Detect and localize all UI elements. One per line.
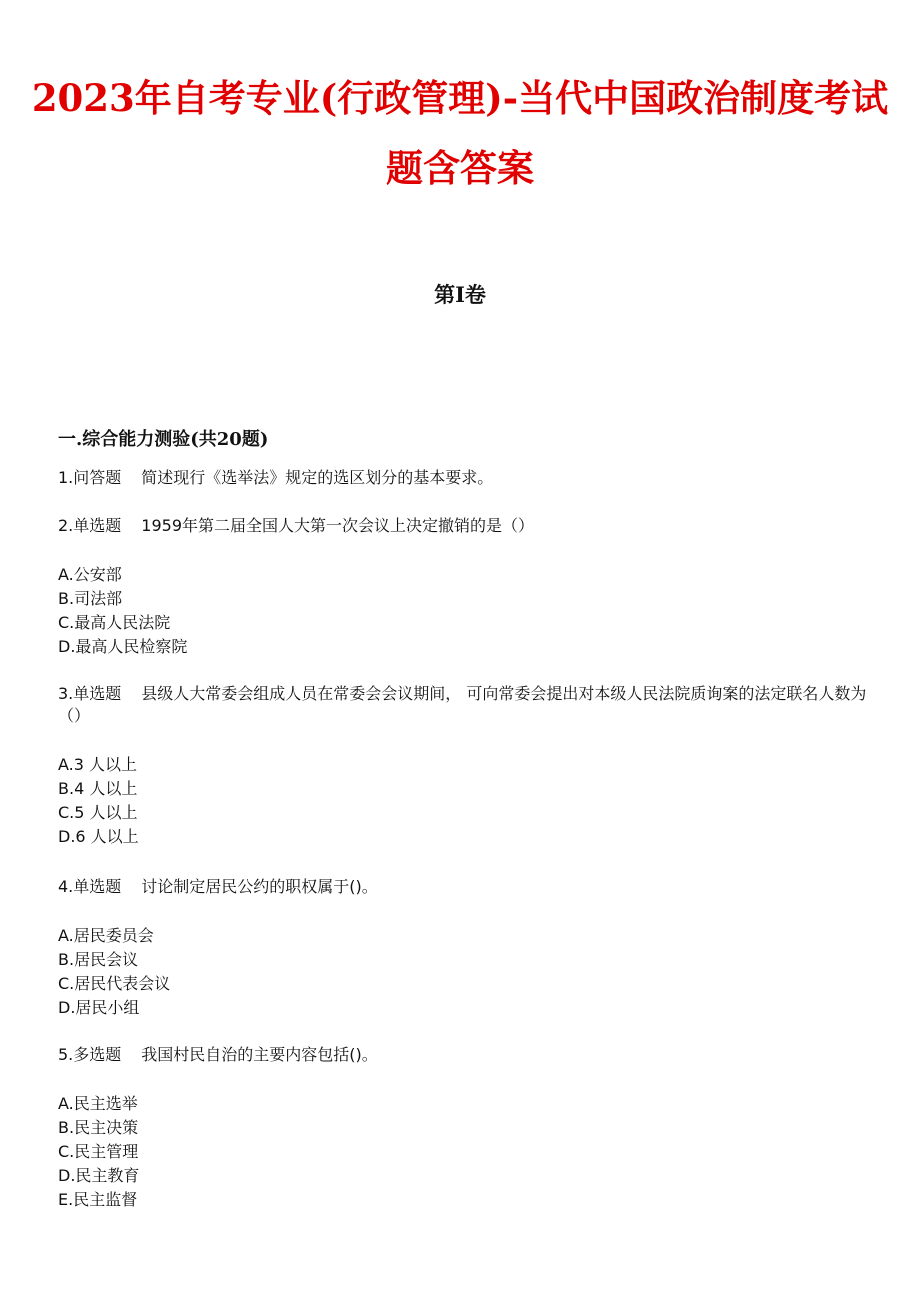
- question-text: 县级人大常委会组成人员在常委会会议期间， 可向常委会提出对本级人民法院质询案的法定联名人数为（）: [58, 684, 867, 725]
- question-3-stem: [58, 683, 868, 727]
- question-5-options: [58, 1092, 868, 1212]
- question-2-stem: [58, 515, 868, 537]
- option-e: E.民主监督: [58, 1190, 138, 1209]
- question-type: 问答题: [73, 468, 122, 487]
- question-type: 多选题: [73, 1045, 122, 1064]
- option-d: D.6 人以上: [58, 827, 139, 846]
- option-a: A.民主选举: [58, 1094, 138, 1113]
- option-a: A.3 人以上: [58, 755, 138, 774]
- option-d: D.最高人民检察院: [58, 637, 188, 656]
- question-text: 讨论制定居民公约的职权属于()。: [141, 877, 378, 896]
- question-text: 1959年第二届全国人大第一次会议上决定撤销的是（）: [141, 516, 535, 535]
- option-c: C.民主管理: [58, 1142, 139, 1161]
- section-heading: 一.综合能力测验(共20题): [58, 429, 269, 450]
- question-5-stem: [58, 1044, 868, 1066]
- question-1-stem: [58, 467, 868, 489]
- question-4-stem: [58, 876, 868, 898]
- option-c: C.5 人以上: [58, 803, 138, 822]
- question-3-options: [58, 753, 868, 849]
- option-d: D.民主教育: [58, 1166, 140, 1185]
- question-number: 1.: [58, 468, 74, 487]
- option-b: B.居民会议: [58, 950, 139, 969]
- option-b: B.司法部: [58, 589, 123, 608]
- question-text: 我国村民自治的主要内容包括()。: [141, 1045, 378, 1064]
- question-number: 5.: [58, 1045, 74, 1064]
- question-number: 2.: [58, 516, 74, 535]
- question-1: [58, 467, 868, 489]
- question-number: 3.: [58, 684, 74, 703]
- question-2: [58, 515, 868, 659]
- question-3: [58, 683, 868, 849]
- volume-label: 第Ⅰ卷: [434, 282, 486, 307]
- option-d: D.居民小组: [58, 998, 140, 1017]
- question-2-options: [58, 563, 868, 659]
- option-b: B.4 人以上: [58, 779, 138, 798]
- question-4: [58, 876, 868, 1020]
- question-number: 4.: [58, 877, 74, 896]
- option-a: A.公安部: [58, 565, 122, 584]
- question-4-options: [58, 924, 868, 1020]
- document-title-line-1: 2023年自考专业(行政管理)-当代中国政治制度考试: [31, 76, 889, 120]
- question-text: 简述现行《选举法》规定的选区划分的基本要求。: [141, 468, 494, 487]
- question-type: 单选题: [73, 684, 122, 703]
- question-type: 单选题: [73, 877, 122, 896]
- option-b: B.民主决策: [58, 1118, 139, 1137]
- option-a: A.居民委员会: [58, 926, 154, 945]
- option-c: C.居民代表会议: [58, 974, 171, 993]
- question-5: [58, 1044, 868, 1212]
- question-type: 单选题: [73, 516, 122, 535]
- document-title-line-2: 题含答案: [386, 146, 534, 190]
- option-c: C.最高人民法院: [58, 613, 171, 632]
